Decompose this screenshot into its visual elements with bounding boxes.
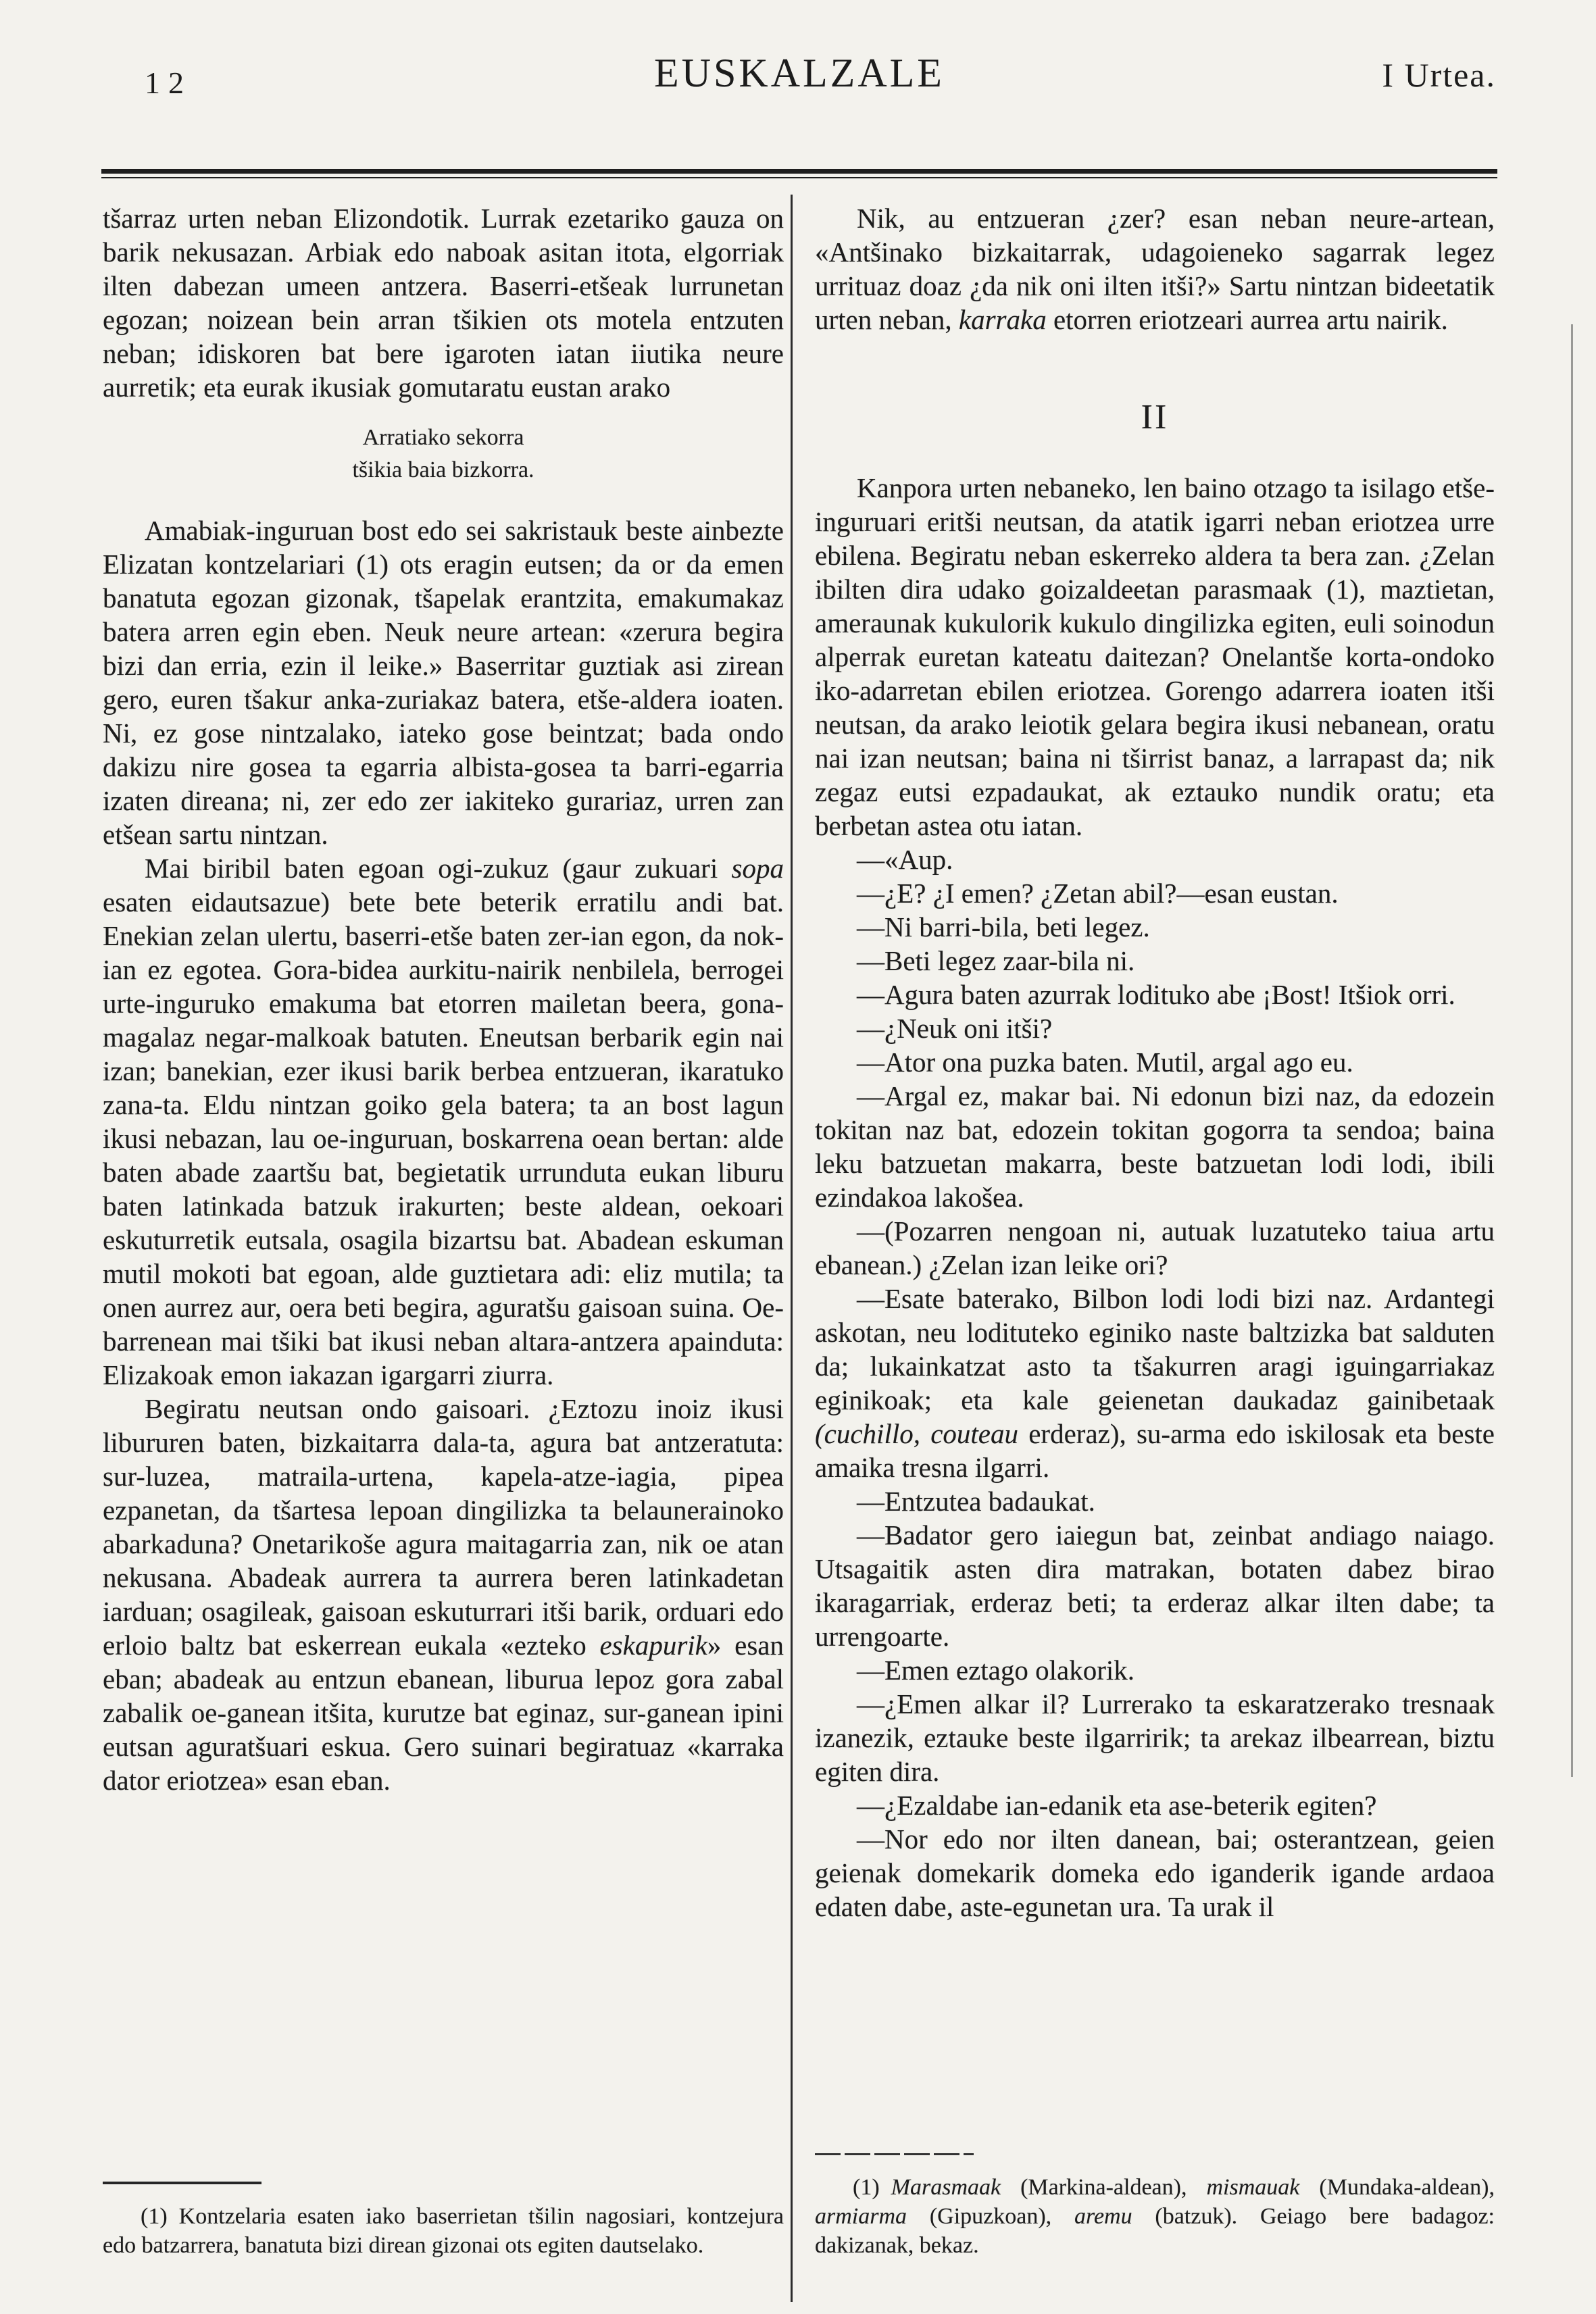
paragraph: Amabiak-inguruan bost edo sei sakristauk beste ainbezte Elizatan kontzelariari (1) ots eragin eutsen; da or da emen banatuta egozan gizonak, tšapelak erantzita, emakumakaz batera arren egin eben. Neuk neure artean: «zerura begira bizi dan erria, ezin il leike.» Baserritar guztiak asi zirean gero, euren tšakur anka-zuriakaz batera, etše-aldera ioaten. Ni, ez gose nintzalako, iateko gose beintzat; bada ondo dakizu nire gosea ta egarria albista-gosea ta barri-egarria izaten direana; ni, zer edo zer iakiteko gurariaz, urren zan etšean sartu nintzan. — [103, 515, 784, 850]
paragraph: Mai biribil baten egoan ogi-zukuz (gaur zukuari sopa esaten eidautsazue) bete bete beterik erratilu andi bat. Enekian zelan ulertu, baserri-etše baten zer-ian egon, da nok-ian ez egotea. Gora-bidea aurkitu-nairik nenbilela, berrogei urte-inguruko emakuma bat etorren mailetan beera, gona-magalaz negar-malkoak batuten. Eneutsan berbarik egin nai izan; banekian, ezer ikusi barik berbea entzueran, ikaratuko zana-ta. Eldu nintzan goiko gela batera; ta an bost lagun ikusi nebazan, lau oe-inguruan, boskarrena oean bertan: alde baten abade zaartšu bat, begietatik urrunduta eukan liburu baten latinkada batzuk irakurten; beste aldean, oekoari eskuturretik eutsala, osagila bizartsu bat. Abadean eskuman mutil mokoti bat egoan, alde guztietara adi: eliz mutila; ta onen aurrez aur, oera beti begira, aguratšu gaisoan suina. Oe-barrenean mai tšiki bat ikusi neban altara-antzera apainduta: Elizakoak emon iakazan igargarri ziurra. — [103, 853, 784, 1390]
left-column-text — [103, 201, 784, 1797]
section-heading: II — [1141, 398, 1169, 436]
dialogue-line: —Esate baterako, Bilbon lodi lodi bizi naz. Ardantegi askotan, neu lodituteko eginiko naste baltzizka bat salduten da; lukainkatzat asto ta tšakurren aragi iguingarriakaz eginikoak; eta kale geienetan daukadaz gainibetaak (cuchillo, couteau erderaz), su-arma edo iskilosak eta beste amaika tresna ilgarri. — [815, 1283, 1495, 1483]
dialogue-line: —Argal ez, makar bai. Ni edonun bizi naz, da edozein tokitan naz bat, edozein tokitan gogorra ta sendoa; baina leku batzuetan makarra, beste batzuetan lodi lodi, ibili ezindakoa lakošea. — [815, 1080, 1495, 1213]
right-column-text — [815, 201, 1495, 1923]
verse-line: tšikia baia bizkorra. — [352, 457, 534, 482]
footnote-rule-left — [103, 2182, 261, 2184]
dialogue-line: —Entzutea badaukat. — [857, 1486, 1095, 1517]
dialogue-line: —Ni barri-bila, beti legez. — [857, 911, 1150, 942]
dialogue-line: —(Pozarren nengoan ni, autuak luzatuteko taiua artu ebanean.) ¿Zelan izan leike ori? — [815, 1215, 1495, 1280]
paragraph: Nik, au entzueran ¿zer? esan neban neure-artean, «Antšinako bizkaitarrak, udagoieneko sagarrak legez urrituaz doaz ¿da nik oni ilten itši?» Sartu nintzan bideetatik urten neban, karraka etorren eriotzeari aurrea artu nairik. — [815, 203, 1495, 335]
text-columns — [103, 201, 1495, 2260]
page-number: 12 — [145, 66, 192, 100]
paragraph: Begiratu neutsan ondo gaisoari. ¿Eztozu inoiz ikusi libururen baten, bizkaitarra dala-ta, agura bat antzeratuta: sur-luzea, matraila-urtena, kapela-atze-iagia, pipea ezpanetan, da tšartesa lepoan dingilizka ta belaunerainoko abarkaduna? Onetarikoše agura maitagarria zan, nik oe atan nekusana. Abadeak aurrera ta aurrera beren latinkadetan iarduan; osagileak, gaisoan eskuturrari itši barik, orduari edo erloio baltz bat eskerrean eukala «ezteko eskapurik» esan eban; abadeak au entzun ebanean, liburua lepoz gora zabal zabalik oe-ganean itšita, kurutze bat eginaz, sur-ganean ipini eutsan aguratšuari eskua. Gero suinari begiratuaz «karraka dator eriotzea» esan eban. — [103, 1393, 784, 1796]
header-rule-thick — [101, 169, 1497, 174]
footnote-text-right: (1) Marasmaak (Markina-aldean), mismauak (Mundaka-aldean), armiarma (Gipuzkoan), aremu (batzuk). Geiago bere badagoz: dakizanak, bekaz. — [815, 2175, 1495, 2258]
dialogue-line: —¿Emen alkar il? Lurrerako ta eskaratzerako tresnaak izanezik, eztauke beste ilgarririk; ta arekaz ilbearrean, biztu egiten dira. — [815, 1688, 1495, 1787]
left-column — [103, 201, 784, 2260]
right-column — [815, 201, 1495, 2260]
dialogue-line: —Nor edo nor ilten danean, bai; osterantzean, geien geienak domekarik domeka edo iganderik igande ardaoa edaten dabe, aste-egunetan ura. Ta urak il — [815, 1823, 1495, 1922]
volume-label: I Urtea. — [1382, 56, 1496, 94]
header-rule — [101, 169, 1497, 178]
dialogue-line: —¿E? ¿I emen? ¿Zetan abil?—esan eustan. — [857, 878, 1339, 909]
dialogue-line: —Badator gero iaiegun bat, zeinbat andiago naiago. Utsagaitik asten dira matrakan, botaten dabez birao ikaragarriak, erderaz beti; ta erderaz alkar ilten dabe; ta urrengoarte. — [815, 1519, 1495, 1652]
journal-title: EUSKALZALE — [654, 51, 945, 95]
dialogue-line: —Agura baten azurrak lodituko abe ¡Bost! Itšiok orri. — [857, 979, 1455, 1010]
paragraph: Kanpora urten nebaneko, len baino otzago ta isilago etše-inguruari eritši neutsan, da atatik igarri neban eriotzea urre ebilena. Begiratu neban eskerreko aldera ta bera zan. ¿Zelan ibilten dira udako goizaldeetan parasmaak (1), maztietan, ameraunak kukulorik kukulo dingilizka egiten, euli soinodun alperrak euretan kateatu daitezan? Onelantše korta-ondoko iko-adarretan ebilen eriotzea. Gorengo adarrera ioaten itši neutsan, da arako leiotik gelara begira ikusi nebanean, oratu nai izan neutsan; baina ni tširrist banaz, a larrapast da; nik zegaz eutsi ezpadaukat, ak eztauko nundik oratu; eta berbetan astea otu iatan. — [815, 472, 1495, 841]
verse-couplet — [103, 422, 784, 486]
dialogue-line: —Ator ona puzka baten. Mutil, argal ago eu. — [857, 1047, 1353, 1078]
dialogue-line: —«Aup. — [857, 844, 953, 875]
dialogue-line: —¿Ezaldabe ian-edanik eta ase-beterik egiten? — [857, 1790, 1377, 1821]
verse-line: Arratiako sekorra — [362, 425, 524, 450]
paragraph: tšarraz urten neban Elizondotik. Lurrak ezetariko gauza on barik nekusazan. Arbiak edo naboak asitan itota, elgorriak ilten dabezan umeen antzera. Baserri-etšeak lurrunetan egozan; noizean bein arran tšikien ots motela entzuten neban; idiskoren bat bere igaroten iatan iiutika neure aurretik; eta eurak ikusiak gomutaratu eustan arako — [103, 203, 784, 403]
footnote-rule-right — [815, 2153, 974, 2155]
left-footnote-block — [103, 2161, 784, 2260]
header-rule-thin — [101, 177, 1497, 178]
dialogue-line: —Beti legez zaar-bila ni. — [857, 945, 1135, 976]
page-header — [103, 50, 1496, 124]
footnote-text-left: (1) Kontzelaria esaten iako baserrietan tšilin nagosiari, kontzejura edo batzarrera, banatuta bizi direan gizonai ots egiten dautselako. — [103, 2204, 784, 2258]
dialogue-line: —¿Neuk oni itši? — [857, 1013, 1053, 1044]
dialogue-line: —Emen eztago olakorik. — [857, 1655, 1135, 1686]
scan-edge-line — [1571, 324, 1573, 1777]
right-footnote-block — [815, 2133, 1495, 2260]
